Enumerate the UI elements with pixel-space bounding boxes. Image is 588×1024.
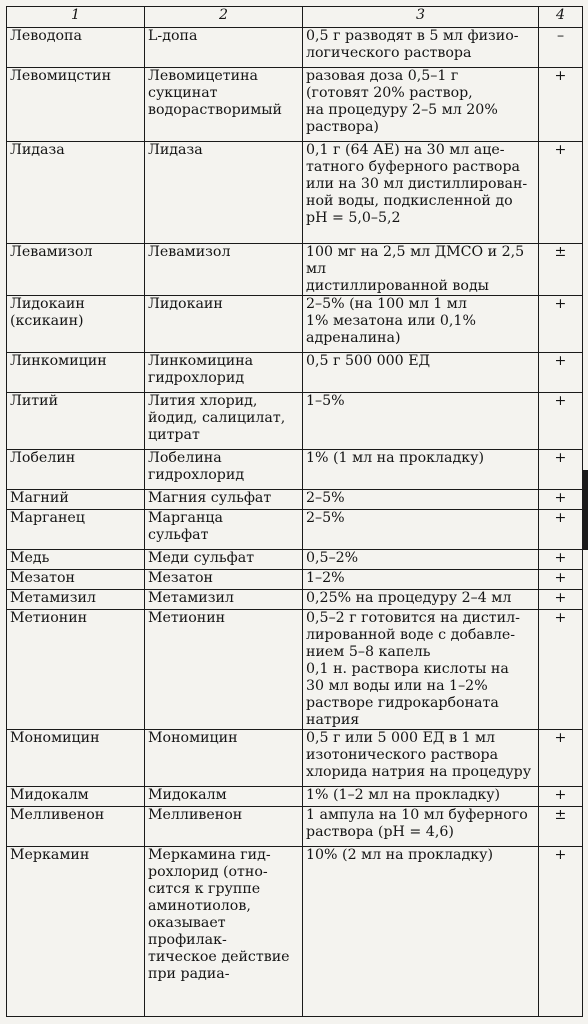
polarity-cell	[539, 787, 583, 807]
cell-text: +	[554, 570, 567, 586]
cell-text: Левомицстин	[10, 68, 112, 84]
preparation-cell	[145, 450, 303, 490]
polarity-cell	[539, 847, 583, 1017]
cell-text: Мидокалм	[148, 787, 227, 803]
table-row	[7, 807, 583, 847]
substance-name-cell	[7, 590, 145, 610]
cell-text: Марганца сульфат	[148, 510, 223, 543]
header-col-2: 2	[145, 7, 303, 28]
polarity-cell	[539, 142, 583, 244]
table-row	[7, 590, 583, 610]
dosage-cell	[303, 353, 539, 393]
table-body	[7, 28, 583, 1017]
table-row	[7, 68, 583, 142]
cell-text: разовая доза 0,5–1 г (готовят 20% раствор, на процедуру 2–5 мл 20% раствора)	[306, 68, 498, 135]
substance-name-cell	[7, 142, 145, 244]
dosage-cell	[303, 510, 539, 550]
table-row	[7, 510, 583, 550]
cell-text: +	[554, 393, 567, 409]
cell-text: +	[554, 787, 567, 803]
preparation-cell	[145, 510, 303, 550]
cell-text: +	[554, 490, 567, 506]
cell-text: Мидокалм	[10, 787, 89, 803]
substance-name-cell	[7, 847, 145, 1017]
polarity-cell	[539, 490, 583, 510]
cell-text: +	[554, 142, 567, 158]
cell-text: Леводопа	[10, 28, 82, 44]
cell-text: Лобелина гидрохлорид	[148, 450, 245, 483]
cell-text: 0,1 г (64 АЕ) на 30 мл аце- татного буферного раствора или на 30 мл дистиллирован- ной воды, подкисленной до pH = 5,0–5,2	[306, 142, 528, 226]
preparation-cell	[145, 590, 303, 610]
cell-text: 1 ампула на 10 мл буферного раствора (pH = 4,6)	[306, 807, 528, 840]
polarity-cell	[539, 28, 583, 68]
polarity-cell	[539, 570, 583, 590]
polarity-cell	[539, 590, 583, 610]
dosage-cell	[303, 393, 539, 450]
dosage-cell	[303, 450, 539, 490]
cell-text: +	[554, 590, 567, 606]
cell-text: Медь	[10, 550, 50, 566]
cell-text: Литий	[10, 393, 59, 409]
cell-text: 2–5%	[306, 490, 345, 506]
cell-text: Лидокаин	[148, 296, 223, 312]
cell-text: 1–5%	[306, 393, 345, 409]
cell-text: 100 мг на 2,5 мл ДМСО и 2,5 мл дистиллированной воды	[306, 244, 525, 294]
cell-text: 2–5% (на 100 мл 1 мл 1% мезатона или 0,1% адреналина)	[306, 296, 476, 346]
substance-name-cell	[7, 353, 145, 393]
polarity-cell	[539, 296, 583, 353]
cell-text: +	[554, 550, 567, 566]
polarity-cell	[539, 807, 583, 847]
table-row	[7, 244, 583, 296]
preparation-cell	[145, 296, 303, 353]
cell-text: Мелливенон	[148, 807, 243, 823]
polarity-cell	[539, 610, 583, 730]
preparation-cell	[145, 807, 303, 847]
cell-text: Лобелин	[10, 450, 76, 466]
polarity-cell	[539, 68, 583, 142]
table-row	[7, 847, 583, 1017]
cell-text: Лидаза	[10, 142, 65, 158]
cell-text: +	[554, 296, 567, 312]
cell-text: Мономицин	[10, 730, 100, 746]
dosage-cell	[303, 570, 539, 590]
cell-text: –	[556, 28, 565, 44]
table-row	[7, 730, 583, 787]
preparation-cell	[145, 393, 303, 450]
substance-name-cell	[7, 68, 145, 142]
cell-text: 2–5%	[306, 510, 345, 526]
substance-name-cell	[7, 570, 145, 590]
cell-text: Левомицетина сукцинат водорастворимый	[148, 68, 282, 118]
substance-name-cell	[7, 296, 145, 353]
cell-text: 1% (1–2 мл на прокладку)	[306, 787, 501, 803]
cell-text: Меди сульфат	[148, 550, 255, 566]
substance-name-cell	[7, 510, 145, 550]
cell-text: Метионин	[148, 610, 226, 626]
cell-text: 0,5–2 г готовится на дистил- лированной воде с добавле- нием 5–8 капель 0,1 н. раствора кислоты на 30 мл воды или на 1–2% растворе гидрокарбоната натрия	[306, 610, 520, 728]
dosage-cell	[303, 787, 539, 807]
substance-name-cell	[7, 490, 145, 510]
cell-text: +	[554, 610, 567, 626]
cell-text: Мезатон	[148, 570, 213, 586]
preparation-cell	[145, 244, 303, 296]
cell-text: Магний	[10, 490, 69, 506]
dosage-cell	[303, 847, 539, 1017]
substance-name-cell	[7, 550, 145, 570]
cell-text: L-допа	[148, 28, 198, 44]
cell-text: Левамизол	[148, 244, 231, 260]
cell-text: Метионин	[10, 610, 88, 626]
polarity-cell	[539, 244, 583, 296]
dosage-cell	[303, 244, 539, 296]
substance-name-cell	[7, 787, 145, 807]
table-row	[7, 610, 583, 730]
dosage-cell	[303, 730, 539, 787]
cell-text: Линкомицина гидрохлорид	[148, 353, 254, 386]
substance-name-cell	[7, 28, 145, 68]
cell-text: 0,5 г разводят в 5 мл физио- логического раствора	[306, 28, 519, 61]
substance-name-cell	[7, 450, 145, 490]
cell-text: +	[554, 353, 567, 369]
table-row	[7, 550, 583, 570]
preparation-cell	[145, 142, 303, 244]
dosage-cell	[303, 490, 539, 510]
cell-text: Меркамина гид- рохлорид (отно- сится к группе аминотиолов, оказывает профилак- тическое действие при радиа-	[148, 847, 290, 982]
polarity-cell	[539, 550, 583, 570]
preparation-cell	[145, 570, 303, 590]
cell-text: 10% (2 мл на прокладку)	[306, 847, 494, 863]
table-row	[7, 450, 583, 490]
table-row	[7, 28, 583, 68]
table-row	[7, 570, 583, 590]
table-row	[7, 490, 583, 510]
page-edge-mark	[582, 470, 588, 550]
table-header-row	[7, 7, 583, 28]
cell-text: Мезатон	[10, 570, 75, 586]
cell-text: ±	[554, 807, 567, 823]
polarity-cell	[539, 393, 583, 450]
substance-name-cell	[7, 807, 145, 847]
table-row	[7, 393, 583, 450]
substance-name-cell	[7, 244, 145, 296]
polarity-cell	[539, 353, 583, 393]
preparation-cell	[145, 610, 303, 730]
substance-name-cell	[7, 730, 145, 787]
dosage-cell	[303, 550, 539, 570]
drug-table	[6, 6, 583, 1017]
cell-text: +	[554, 730, 567, 746]
preparation-cell	[145, 550, 303, 570]
substance-name-cell	[7, 393, 145, 450]
cell-text: ±	[554, 244, 567, 260]
cell-text: Мономицин	[148, 730, 238, 746]
dosage-cell	[303, 807, 539, 847]
cell-text: Магния сульфат	[148, 490, 272, 506]
cell-text: 0,5 г 500 000 ЕД	[306, 353, 431, 369]
cell-text: +	[554, 510, 567, 526]
dosage-cell	[303, 28, 539, 68]
dosage-cell	[303, 610, 539, 730]
cell-text: +	[554, 450, 567, 466]
cell-text: Левамизол	[10, 244, 93, 260]
cell-text: +	[554, 847, 567, 863]
preparation-cell	[145, 68, 303, 142]
cell-text: Марганец	[10, 510, 85, 526]
polarity-cell	[539, 450, 583, 490]
cell-text: 1–2%	[306, 570, 345, 586]
table-row	[7, 296, 583, 353]
cell-text: 0,25% на процедуру 2–4 мл	[306, 590, 512, 606]
preparation-cell	[145, 730, 303, 787]
preparation-cell	[145, 847, 303, 1017]
table-row	[7, 142, 583, 244]
cell-text: Лидаза	[148, 142, 203, 158]
header-col-3: 3	[303, 7, 539, 28]
cell-text: +	[554, 68, 567, 84]
cell-text: Метамизил	[10, 590, 96, 606]
header-col-4: 4	[539, 7, 583, 28]
polarity-cell	[539, 510, 583, 550]
dosage-cell	[303, 142, 539, 244]
cell-text: Меркамин	[10, 847, 90, 863]
cell-text: 0,5–2%	[306, 550, 359, 566]
preparation-cell	[145, 490, 303, 510]
cell-text: Мелливенон	[10, 807, 105, 823]
cell-text: Лития хлорид, йодид, салицилат, цитрат	[148, 393, 286, 443]
dosage-cell	[303, 296, 539, 353]
preparation-cell	[145, 28, 303, 68]
table-row	[7, 787, 583, 807]
cell-text: Лидокаин (ксикаин)	[10, 296, 85, 329]
dosage-cell	[303, 68, 539, 142]
preparation-cell	[145, 787, 303, 807]
cell-text: Метамизил	[148, 590, 234, 606]
polarity-cell	[539, 730, 583, 787]
substance-name-cell	[7, 610, 145, 730]
preparation-cell	[145, 353, 303, 393]
header-col-1: 1	[7, 7, 145, 28]
cell-text: Линкомицин	[10, 353, 107, 369]
cell-text: 1% (1 мл на прокладку)	[306, 450, 484, 466]
cell-text: 0,5 г или 5 000 ЕД в 1 мл изотонического раствора хлорида натрия на процедуру	[306, 730, 532, 780]
table-row	[7, 353, 583, 393]
dosage-cell	[303, 590, 539, 610]
